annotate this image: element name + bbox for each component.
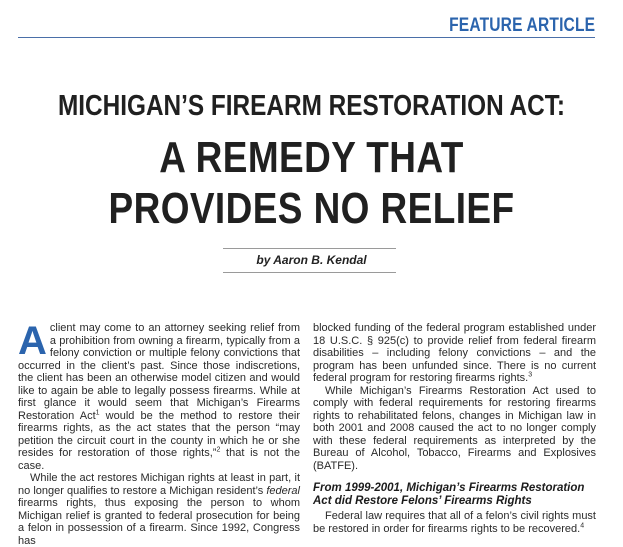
footnote-ref: 2 [216,446,221,454]
paragraph-text: While the act restores Michigan rights at least in part, it no longer qualifies to restore a Michigan resident’s [18,472,300,497]
article-title-line-2: A REMEDY THAT [159,133,464,182]
drop-cap: A [18,319,47,363]
paragraph [18,472,300,547]
right-column [313,322,596,535]
footnote-ref: 3 [528,371,533,379]
byline-rule-bottom [223,272,396,273]
paragraph-text: that is not the case. [18,447,300,472]
paragraph-text: would be the method to restore their firearms rights, as the act states that the person “may petition the circuit court in the county in which he or she resides for restoration of those rights,” [18,409,300,459]
article-title-line-1: MICHIGAN’S FIREARM RESTORATION ACT: [57,90,566,122]
article-title-line-3: PROVIDES NO RELIEF [108,184,515,233]
paragraph [313,510,596,535]
left-column [18,319,300,547]
emphasis-text: federal [266,484,300,497]
footnote-ref: 1 [95,408,100,416]
footnote-ref: 4 [580,521,585,529]
byline-rule-top [223,248,396,249]
paragraph [18,319,300,472]
subheading: From 1999-2001, Michigan’s Firearms Restoration Act did Restore Felons’ Firearms Rights [313,482,585,507]
header-rule [18,37,595,38]
section-label: FEATURE ARTICLE [448,15,595,36]
paragraph-text: client may come to an attorney seeking relief from a prohibition from owning a firearm, typically from a felony conviction or multiple felony convictions that occurred in the client’s past. Since those indiscretions, the client has been an otherwise model citizen and would like to again be able to legally possess firearms. While at first glance it would seem that Michigan’s Firearms Restoration Act [18,322,300,422]
paragraph-text: Federal law requires that all of a felon’s civil rights must be restored in order for firearms rights to be recovered. [313,510,596,535]
paragraph-text: blocked funding of the federal program established under 18 U.S.C. § 925(c) to provide relief from federal firearm disabilities – including felony convictions – and the program has been unfunded since. There is no current federal program for restoring firearms rights. [313,322,596,384]
paragraph-text: firearms rights, thus exposing the person to whom Michigan relief is granted to federal prosecution for being a felon in possession of a firearm. Since 1992, Congress has [18,497,300,547]
paragraph: While Michigan’s Firearms Restoration Act used to comply with federal requirements for restoring firearms rights to rehabilitated felons, changes in Michigan law in both 2001 and 2008 caused the act to no longer comply with these federal requirements as interpreted by the Bureau of Alcohol, Tobacco, Firearms and Explosives (BATFE). [313,384,596,472]
byline: by Aaron B. Kendal [256,253,367,267]
paragraph [313,322,596,385]
